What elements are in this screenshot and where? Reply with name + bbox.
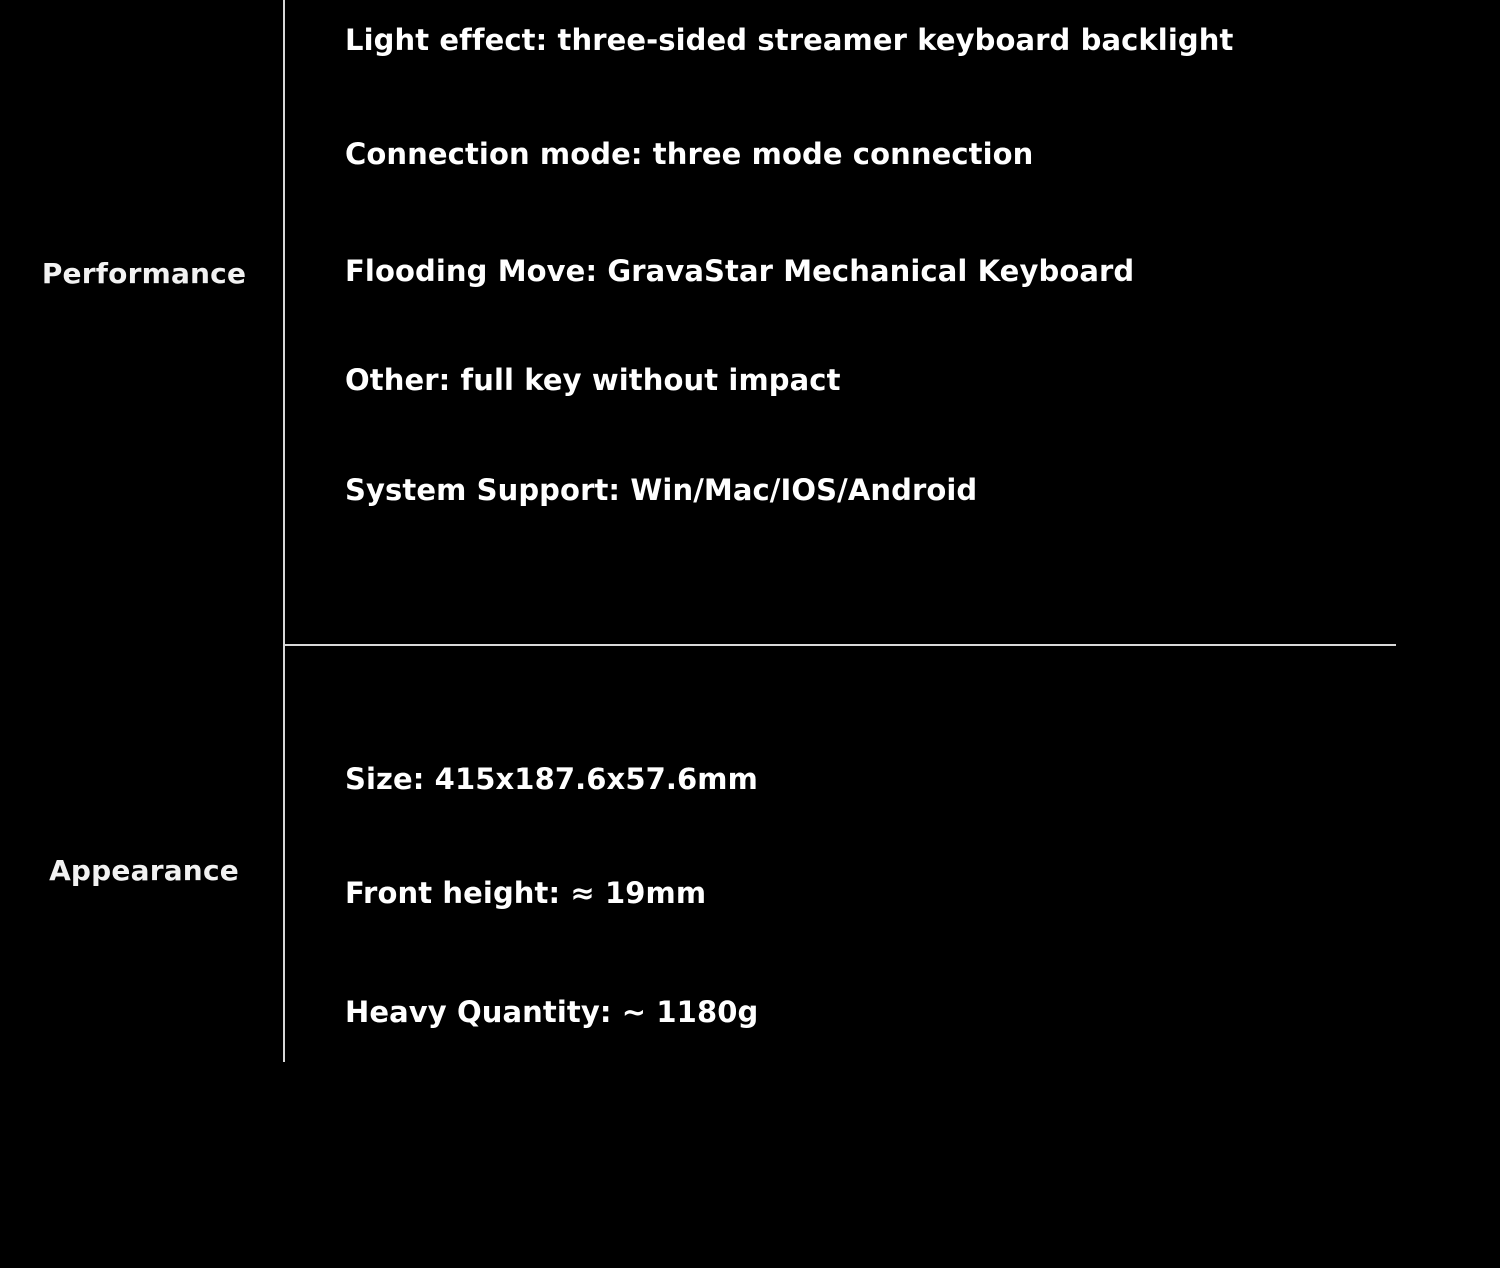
spec-front-height: Front height: ≈ 19mm xyxy=(345,876,707,910)
section-divider xyxy=(284,644,1396,646)
spec-size: Size: 415x187.6x57.6mm xyxy=(345,762,758,796)
spec-system-support: System Support: Win/Mac/IOS/Android xyxy=(345,473,978,507)
spec-light-effect: Light effect: three-sided streamer keyboard backlight xyxy=(345,23,1234,57)
vertical-divider xyxy=(283,0,285,1062)
category-appearance: Appearance xyxy=(49,854,239,887)
spec-flooding-move: Flooding Move: GravaStar Mechanical Keyboard xyxy=(345,254,1135,288)
spec-weight: Heavy Quantity: ~ 1180g xyxy=(345,995,759,1029)
spec-connection-mode: Connection mode: three mode connection xyxy=(345,137,1034,171)
spec-other: Other: full key without impact xyxy=(345,363,841,397)
category-performance: Performance xyxy=(41,257,247,290)
